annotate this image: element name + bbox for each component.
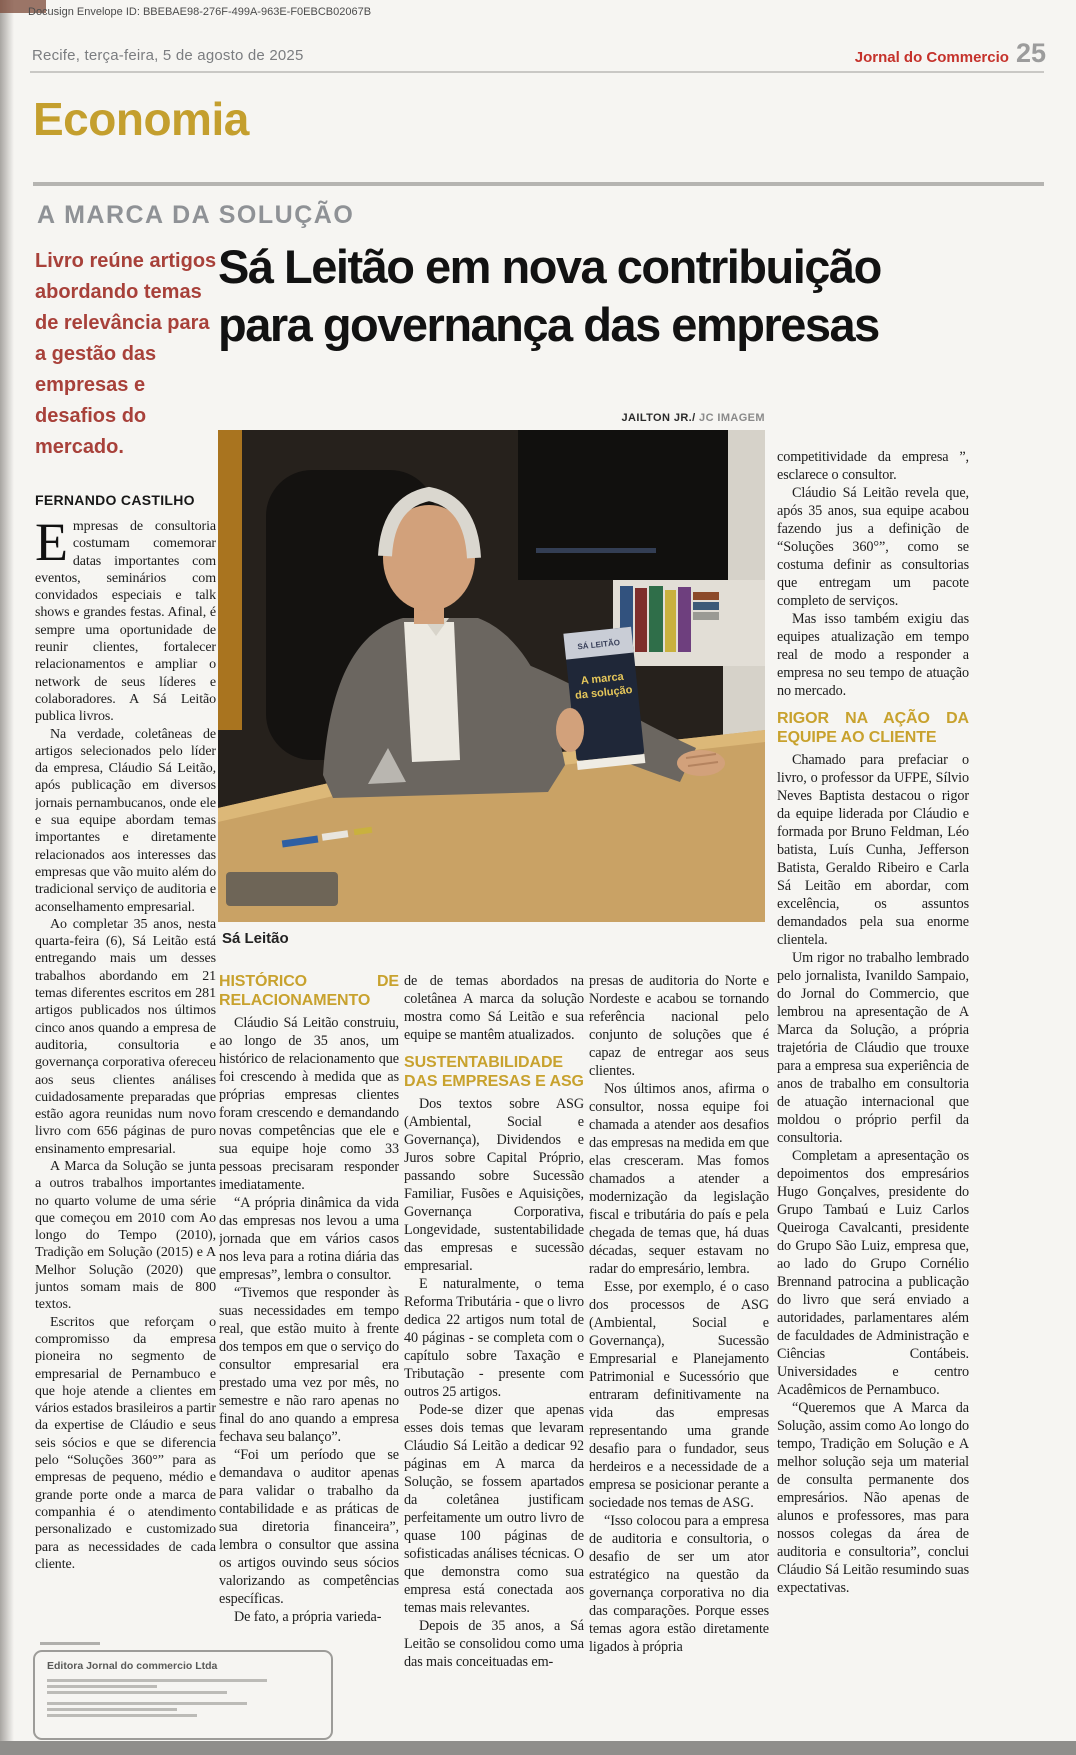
article-paragraph: Cláudio Sá Leitão construiu, ao longo de 35 anos, um histórico de relacionamento que foi crescendo à medida que as próprias empresas clientes foram crescendo e demandando novas competências que ele e sua equipe hoje como 33 pessoas precisaram responder imediatamente. — [219, 1015, 399, 1193]
illegible-fine-print-line — [47, 1691, 227, 1694]
article-paragraph: A Marca da Solução se junta a outros trabalhos importantes no quarto volume de uma série que começou em 2010 com Ao longo do Tempo (2010), Tradição em Solução (2015) e A Melhor Solução (2020) que juntos somam mais de 800 textos. — [35, 1158, 216, 1313]
article-paragraph: Pode-se dizer que apenas esses dois temas que levaram Cláudio Sá Leitão a dedicar 92 páginas em A marca da Solução, se fossem apartados da coletânea justificam perfeitamente um outro livro de quase 100 páginas de sofisticadas análises técnicas. O que demonstra como sua empresa está conectada aos temas mais relevantes. — [404, 1402, 584, 1616]
article-column-5 — [777, 448, 969, 1710]
article-paragraph: de de temas abordados na coletânea A marca da solução mostra como Sá Leitão e sua equipe se mantêm atualizados. — [404, 973, 584, 1043]
photo-illustration — [218, 430, 765, 922]
scan-shadow-bottom — [0, 1741, 1076, 1755]
article-paragraph: Empresas de consultoria costumam comemorar datas importantes com eventos, seminários com convidados especiais e talk shows e grandes festas. Afinal, é sempre uma oportunidade de reunir clientes, fortalecer relacionamentos e ampliar o network de seus líderes e colaboradores. A Sá Leitão publica livros. — [35, 518, 216, 725]
illegible-fine-print-line — [47, 1708, 177, 1711]
article-paragraph: Um rigor no trabalho lembrado pelo jornalista, Ivanildo Sampaio, do Jornal do Commercio, que lembrou na apresentação de A Marca da Solução, a própria trajetória de Cláudio que trouxe para a empresa sua experiência de anos de trabalho em consultoria de atuação internacional que moldou o próprio perfil da consultoria. — [777, 950, 969, 1146]
drop-cap: E — [35, 518, 68, 572]
illegible-fine-print-line — [47, 1714, 197, 1717]
article-paragraph: Ao completar 35 anos, nesta quarta-feira (6), Sá Leitão está entregando mais um desses trabalhos abordando em 21 temas diferentes escritos em 281 artigos publicados nos últimos cinco anos quando a empresa de auditoria, consultoria e governança corporativa ofereceu aos seus clientes análises cuidadosamente preparadas que estão agora reunidas num novo livro com 656 páginas de puro ensinamento empresarial. — [35, 916, 216, 1157]
section-title: Economia — [33, 93, 249, 145]
article-paragraph: “Isso colocou para a empresa de auditoria e consultoria, o desafio de ser um ator estratégico na questão da governança corporativa no dia das comparações. Porque esses temas agora estão diretamente ligados à própria — [589, 1513, 769, 1655]
article-paragraph: De fato, a própria varieda- — [234, 1609, 382, 1625]
article-paragraph: “Queremos que A Marca da Solução, assim como Ao longo do tempo, Tradição em Solução e A melhor solução seja um material de consulta permanente dos empresários. Não apenas de alunos e professores, mas para nossos colegas da área de auditoria e consultoria”, conclui Cláudio Sá Leitão resumindo suas expectativas. — [777, 1400, 969, 1596]
article-paragraph: competitividade da empresa ”, esclarece o consultor. — [777, 449, 969, 483]
masthead — [855, 40, 1046, 67]
illegible-fine-print-line — [47, 1679, 267, 1682]
byline: FERNANDO CASTILHO — [35, 492, 195, 508]
header-rule — [30, 71, 1044, 73]
article-column-1 — [35, 518, 216, 1644]
stamp-label-line — [40, 1642, 100, 1645]
dateline: Recife, terça-feira, 5 de agosto de 2025 — [32, 47, 304, 64]
photo-credit — [218, 412, 765, 425]
book-author: SÁ LEITÃO — [577, 637, 621, 652]
article-paragraph: “A própria dinâmica da vida das empresas nos levou a uma jornada que em vários casos nos leva para a rotina diária das empresas”, lembra o consultor. — [219, 1195, 399, 1283]
article-kicker: A MARCA DA SOLUÇÃO — [37, 201, 355, 229]
subhead-sustentabilidade: SUSTENTABILIDADE DAS EMPRESAS E ASG — [404, 1054, 584, 1090]
publisher-name: Editora Jornal do commercio Ltda — [47, 1660, 218, 1672]
scan-shadow-left — [0, 0, 14, 1755]
article-column-2 — [219, 972, 399, 1708]
photo-credit-name: JAILTON JR./ — [621, 412, 696, 424]
hand-on-book — [556, 708, 584, 752]
book-title-line2: da solução — [574, 683, 633, 702]
article-deck: Livro reúne artigos abordando temas de relevância para a gestão das empresas e desafios do mercado. — [35, 250, 217, 458]
docusign-stamp — [33, 1650, 333, 1740]
article-column-4 — [589, 972, 769, 1708]
shelf-edge — [218, 430, 242, 730]
docusign-envelope-id: Docusign Envelope ID: BBEBAE98-276F-499A-963E-F0EBCB02067B — [28, 6, 372, 18]
article-paragraph: E naturalmente, o tema Reforma Tributária - que o livro dedica 22 artigos num total de 40 páginas - se completa com o capítulo sobre Taxação e Tributação - presente com outros 25 artigos. — [404, 1276, 584, 1400]
paper-name: Jornal do Commercio — [854, 49, 1009, 66]
article-paragraph: Cláudio Sá Leitão revela que, após 35 anos, sua equipe acabou fazendo jus a definição de “Soluções 360°”, como se costuma definir as consultorias que entregam um pacote completo de serviços. — [777, 485, 969, 609]
article-paragraph: “Foi um período que se demandava o auditor apenas para validar o trabalho da contabilidade e as práticas de sua diretoria financeira”, lembra o consultor que assina os artigos ouvindo seus sócios valorizando as competências específicas. — [219, 1447, 399, 1607]
photo-credit-agency: JC IMAGEM — [695, 412, 765, 424]
article-paragraph: Chamado para prefaciar o livro, o professor da UFPE, Sílvio Neves Baptista destacou o rigor da equipe liderada por Cláudio e formada por Bruno Feldman, Léo batista, Luís Cunha, Jefferson Batista, Geraldo Ribeiro e Carla Sá Leitão em abordar, com excelência, os assuntos demandados pela sua enorme clientela. — [777, 752, 969, 948]
article-paragraph: Depois de 35 anos, a Sá Leitão se consolidou como uma das mais conceituadas em- — [404, 1618, 584, 1670]
subhead-rigor: RIGOR NA AÇÃO DA EQUIPE AO CLIENTE — [777, 710, 969, 746]
section-rule — [33, 182, 1044, 186]
article-paragraph: Esse, por exemplo, é o caso dos processos de ASG (Ambiental, Social e Governança), Sucessão Empresarial e Planejamento Patrimonial e Sucessório que entraram definitivamente na vida das empresas representando uma grande desafio para o fundador, seus herdeiros e a necessidade de a empresa se posicionar perante a sociedade nos temas de ASG. — [589, 1279, 769, 1511]
article-paragraph: “Tivemos que responder às suas necessidades em tempo real, que estão muito à frente dos tempos em que o serviço do consultor empresarial era prestado uma vez por mês, no semestre e não raro apenas no final do ano quando a empresa fechava seu balanço”. — [219, 1285, 399, 1445]
article-column-3 — [404, 972, 584, 1708]
article-paragraph: Dos textos sobre ASG (Ambiental, Social e Governança), Dividendos e Juros sobre Capital Próprio, passando sobre Sucessão Familiar, Fusões e Aquisições, Governança Corporativa, Longevidade, sustentabilidade das empresas e sucessão empresarial. — [404, 1096, 584, 1274]
article-paragraph: Completam a apresentação os depoimentos dos empresários Hugo Gonçalves, presidente do Grupo Tambaú e Luiz Carlos Queiroga Cavalcanti, presidente do Grupo São Luiz, empresa que, ao lado do Grupo Cornélio Brennand patrocina a publicação do livro que será enviado a autoridades, parlamentares além de faculdades de Administração e Ciências Contábeis. Universidades e centro Acadêmicos de Pernambuco. — [777, 1148, 969, 1398]
page-number: 25 — [1015, 38, 1046, 68]
subhead-historico: HISTÓRICO DE RELACIONAMENTO — [219, 973, 399, 1009]
article-paragraph: presas de auditoria do Norte e Nordeste e acabou se tornando referência nacional pelo conjunto de soluções que é capaz de entregar aos seus clientes. — [589, 973, 769, 1079]
monitor-screen — [518, 430, 728, 580]
article-paragraph: Na verdade, coletâneas de artigos selecionados pelo líder da empresa, Cláudio Sá Leitão, após publicação em diversos jornais pernambucanos, onde ele e sua equipe abordam temas importantes e diretamente relacionados aos interesses das empresas que vão muito além do tradicional serviço de auditoria e aconselhamento empresarial. — [35, 726, 216, 915]
article-paragraph: Nos últimos anos, afirma o consultor, nossa equipe foi chamada a atender aos desafios das empresas na medida em que elas cresceram. Mas fomos chamados a atender a modernização da legislação fiscal e tributária do país e pela chegada de temas que, há duas décadas, sequer estavam no radar do empresário, lembra. — [589, 1081, 769, 1277]
photo-caption: Sá Leitão — [222, 930, 289, 947]
book-title-line1: A marca — [580, 670, 625, 688]
illegible-fine-print-line — [47, 1702, 247, 1705]
article-paragraph: Escritos que reforçam o compromisso da empresa pioneira no segmento de empresarial de Pernambuco e que hoje atende a clientes em vários estados brasileiros a partir da expertise de Cláudio e seus seis sócios e que se diferencia pelo “Soluções 360°” para as empresas de pequeno, médio e grande porte onde a marca de companhia é o atendimento personalizado e customizado para as necessidades de cada cliente. — [35, 1314, 216, 1572]
illegible-fine-print-line — [47, 1685, 157, 1688]
article-paragraph: Mas isso também exigiu das equipes atualização em tempo real de modo a responder a empresa no seu tempo de atuação no mercado. — [777, 611, 969, 699]
headline: Sá Leitão em nova contribuição para governança das empresas — [218, 240, 881, 351]
